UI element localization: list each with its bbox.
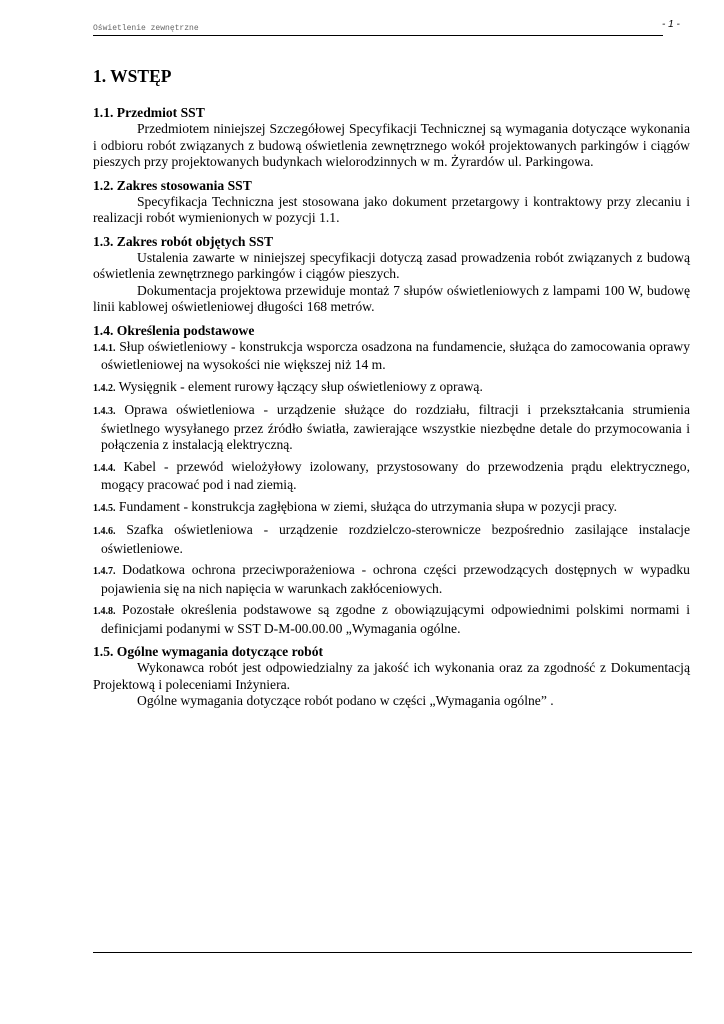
- section-1-2: [93, 177, 690, 227]
- definition-number: 1.4.7.: [93, 566, 116, 577]
- definition-text: Dodatkowa ochrona przeciwporażeniowa - ochrona części przewodzących dostępnych w wypadku pojawienia się na nich napięcia w warunkach zakłóceniowych.: [101, 562, 690, 596]
- definition-text: Fundament - konstrukcja zagłębiona w ziemi, służąca do utrzymania słupa w pozycji pracy.: [118, 498, 618, 514]
- paragraph: Ogólne wymagania dotyczące robót podano w części „Wymagania ogólne” .: [137, 693, 554, 708]
- paragraph: Wykonawca robót jest odpowiedzialny za jakość ich wykonania oraz za zgodność z Dokumentacją Projektową i poleceniami Inżyniera.: [93, 660, 690, 692]
- running-header-title: Oświetlenie zewnętrzne: [93, 24, 199, 33]
- definition-number: 1.4.4.: [93, 462, 116, 474]
- definition-text: Kabel - przewód wielożyłowy izolowany, przystosowany do przewodzenia prądu elektrycznego, mogący pracować pod i nad ziemią.: [101, 458, 690, 492]
- definition-number: 1.4.2.: [93, 382, 116, 394]
- definition-item: [93, 339, 690, 374]
- definition-item: [93, 522, 690, 557]
- definition-item: [93, 499, 690, 518]
- chapter-title: 1. WSTĘP: [93, 66, 172, 86]
- definition-number: 1.4.5.: [93, 502, 116, 514]
- section-heading: 1.4. Określenia podstawowe: [93, 322, 255, 338]
- definition-text: Wysięgnik - element rurowy łączący słup oświetleniowy z oprawą.: [118, 378, 483, 394]
- section-heading: 1.2. Zakres stosowania SST: [93, 177, 252, 193]
- definition-item: [93, 402, 690, 454]
- definition-number: 1.4.6.: [93, 526, 116, 537]
- definition-text: Słup oświetleniowy - konstrukcja wsporcza osadzona na fundamencie, służąca do zamocowania oprawy oświetleniowej na wysokości nie większej niż 14 m.: [101, 338, 690, 372]
- footer-rule: [93, 952, 692, 953]
- paragraph: Dokumentacja projektowa przewiduje montaż 7 słupów oświetleniowych z lampami 100 W, budowę linii kablowej oświetleniowej długości 168 metrów.: [93, 282, 690, 314]
- section-heading: 1.1. Przedmiot SST: [93, 105, 205, 120]
- section-1-5: [93, 643, 690, 710]
- definition-number: 1.4.1.: [93, 342, 116, 354]
- page-number: - 1 -: [662, 19, 680, 30]
- definition-item: [93, 459, 690, 494]
- paragraph: Przedmiotem niniejszej Szczegółowej Specyfikacji Technicznej są wymagania dotyczące wykonania i odbioru robót związanych z budową oświetlenia zewnętrznego wokół projektowanych parkingów i ciągów pieszych przy projektowanych budynkach wielorodzinnych w m. Żyrardów ul. Parkingowa.: [93, 121, 690, 169]
- section-1-1: [93, 104, 690, 171]
- definition-item: [93, 379, 690, 398]
- definition-number: 1.4.8.: [93, 606, 116, 617]
- section-1-3: [93, 233, 690, 316]
- section-1-4: [93, 322, 690, 638]
- paragraph: Ustalenia zawarte w niniejszej specyfikacji dotyczą zasad prowadzenia robót związanych z budową oświetlenia zewnętrznego parkingów i ciągów pieszych.: [93, 249, 690, 281]
- definition-item: [93, 562, 690, 597]
- paragraph: Specyfikacja Techniczna jest stosowana jako dokument przetargowy i kontraktowy przy zlecaniu i realizacji robót wymienionych w pozycji 1.1.: [93, 193, 690, 225]
- definition-text: Oprawa oświetleniowa - urządzenie służące do rozdziału, filtracji i przekształcania strumienia świetlnego wysyłanego przez źródło światła, zawierające wszystkie niezbędne detale do przymocowania i połączenia z instalacją elektryczną.: [101, 402, 690, 452]
- header-rule: [93, 35, 663, 36]
- definition-text: Szafka oświetleniowa - urządzenie rozdzielczo-sterownicze bezpośrednio zasilające instalacje oświetleniowe.: [101, 522, 690, 556]
- definition-item: [93, 602, 690, 637]
- definition-text: Pozostałe określenia podstawowe są zgodne z obowiązującymi odpowiednimi polskimi normami i definicjami podanymi w SST D-M-00.00.00 „Wymagania ogólne.: [101, 602, 690, 636]
- document-body: [93, 66, 690, 716]
- definition-number: 1.4.3.: [93, 406, 116, 417]
- section-heading: 1.3. Zakres robót objętych SST: [93, 233, 274, 249]
- section-heading: 1.5. Ogólne wymagania dotyczące robót: [93, 644, 324, 659]
